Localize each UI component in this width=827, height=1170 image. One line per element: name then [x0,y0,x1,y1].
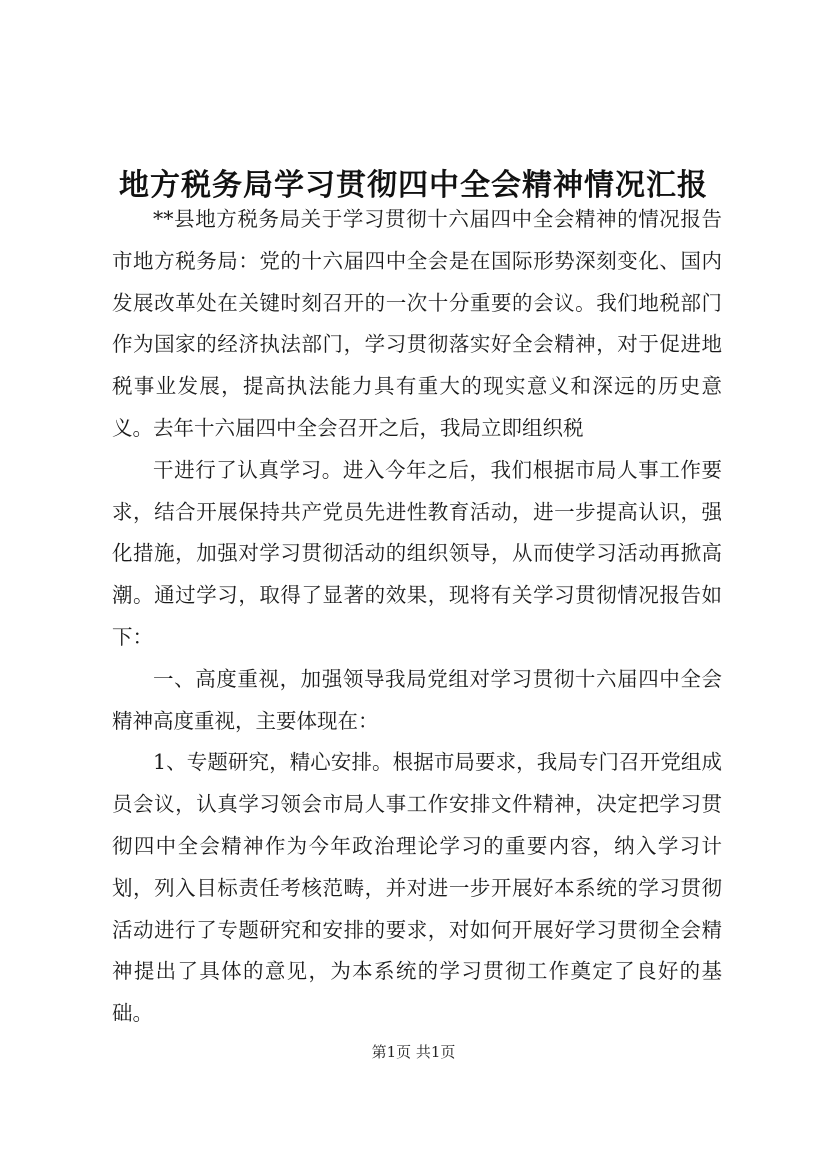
paragraph-1: **县地方税务局关于学习贯彻十六届四中全会精神的情况报告市地方税务局：党的十六届四中全会是在国际形势深刻变化、国内发展改革处在关键时刻召开的一次十分重要的会议。我们地税部门作为国家的经济执法部门，学习贯彻落实好全会精神，对于促进地税事业发展，提高执法能力具有重大的现实意义和深远的历史意义。去年十六届四中全会召开之后，我局立即组织税 [112,207,722,440]
paragraph-3: 一、高度重视，加强领导我局党组对学习贯彻十六届四中全会精神高度重视，主要体现在： [112,666,722,733]
document-body [112,199,722,1035]
document-title: 地方税务局学习贯彻四中全会精神情况汇报 [119,168,708,204]
paragraph-2: 干进行了认真学习。进入今年之后，我们根据市局人事工作要求，结合开展保持共产党员先进性教育活动，进一步提高认识，强化措施，加强对学习贯彻活动的组织领导，从而使学习活动再掀高潮。通过学习，取得了显著的效果，现将有关学习贯彻情况报告如下： [112,457,722,649]
paragraph-4: 1、专题研究，精心安排。根据市局要求，我局专门召开党组成员会议，认真学习领会市局人事工作安排文件精神，决定把学习贯彻四中全会精神作为今年政治理论学习的重要内容，纳入学习计划，列入目标责任考核范畴，并对进一步开展好本系统的学习贯彻活动进行了专题研究和安排的要求，对如何开展好学习贯彻全会精神提出了具体的意见，为本系统的学习贯彻工作奠定了良好的基础。 [112,750,722,1026]
page-number-footer: 第1页 共1页 [371,1043,456,1061]
